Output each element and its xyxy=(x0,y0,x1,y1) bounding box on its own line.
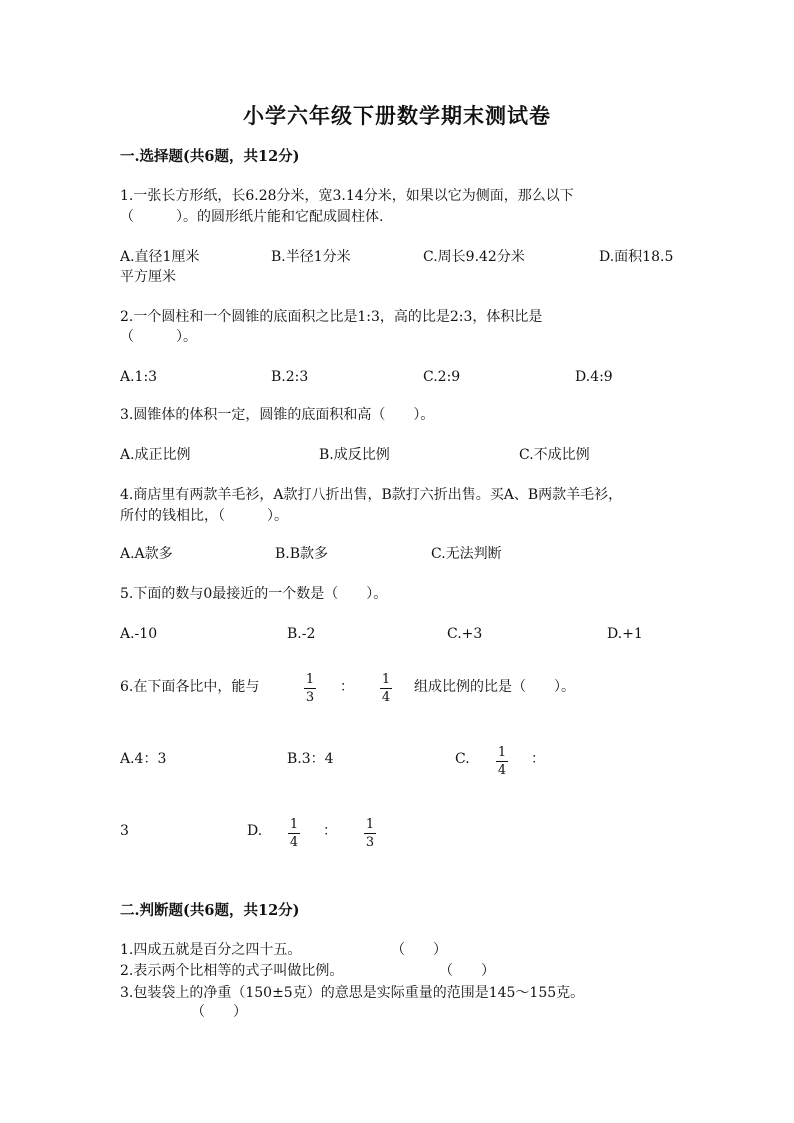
q6-ratio-colon: ： xyxy=(340,679,354,695)
q4-option-c: C.无法判断 xyxy=(431,546,502,562)
q6-option-d-fraction-left xyxy=(285,817,303,850)
judgement-2: 2.表示两个比相等的式子叫做比例。 xyxy=(120,963,344,979)
judgement-3: 3.包装袋上的净重（150±5克）的意思是实际重量的范围是145～155克。 xyxy=(120,985,585,1001)
q6-option-c-continued: 3 xyxy=(120,823,129,839)
q6-option-b: B.3：4 xyxy=(287,751,334,767)
q4-stem-line2: 所付的钱相比，（ ）。 xyxy=(120,508,288,524)
section-heading-judgement: 二.判断题(共6题，共12分) xyxy=(120,902,300,919)
fraction-bar xyxy=(304,688,316,689)
q6-fraction-one-quarter xyxy=(377,672,395,705)
q1-option-d-continued: 平方厘米 xyxy=(120,269,176,285)
judgement-2-answer-blank: （ ） xyxy=(439,963,495,979)
q6-fraction-one-third xyxy=(301,672,319,705)
q6-stem-suffix: 组成比例的比是（ ）。 xyxy=(414,679,575,695)
fraction-bar xyxy=(288,833,300,834)
q5-option-d: D.+1 xyxy=(607,626,643,642)
q6-option-c-colon: ： xyxy=(531,751,545,767)
q3-option-b: B.成反比例 xyxy=(319,447,390,463)
fraction-numerator: 1 xyxy=(305,672,315,687)
fraction-denominator: 4 xyxy=(497,763,507,778)
page-title: 小学六年级下册数学期末测试卷 xyxy=(243,103,551,128)
q4-stem-line1: 4.商店里有两款羊毛衫，A款打八折出售，B款打六折出售。买A、B两款羊毛衫， xyxy=(120,487,623,503)
fraction-bar xyxy=(364,833,376,834)
judgement-1: 1.四成五就是百分之四十五。 xyxy=(120,942,302,958)
fraction-denominator: 4 xyxy=(289,835,299,850)
q6-option-c-fraction xyxy=(493,745,511,778)
q4-option-b: B.B款多 xyxy=(275,546,329,562)
fraction-denominator: 3 xyxy=(305,690,315,705)
q2-option-b: B.2:3 xyxy=(271,369,309,385)
q5-option-b: B.-2 xyxy=(287,626,316,642)
fraction-denominator: 3 xyxy=(365,835,375,850)
fraction-numerator: 1 xyxy=(365,817,375,832)
q5-stem: 5.下面的数与0最接近的一个数是（ ）。 xyxy=(120,586,388,602)
fraction-numerator: 1 xyxy=(497,745,507,760)
q1-option-c: C.周长9.42分米 xyxy=(423,249,525,265)
q1-stem-line2: （ ）。的圆形纸片能和它配成圆柱体. xyxy=(120,209,384,225)
fraction-numerator: 1 xyxy=(289,817,299,832)
q2-option-c: C.2:9 xyxy=(423,369,461,385)
q3-option-a: A.成正比例 xyxy=(120,447,191,463)
q1-option-d: D.面积18.5 xyxy=(599,249,674,265)
q1-stem-line1: 1.一张长方形纸，长6.28分米，宽3.14分米，如果以它为侧面，那么以下 xyxy=(120,188,574,204)
q5-option-a: A.-10 xyxy=(120,626,158,642)
q6-option-c: C. xyxy=(455,751,470,767)
q6-option-d: D. xyxy=(247,823,263,839)
q4-option-a: A.A款多 xyxy=(120,546,173,562)
q3-stem: 3.圆锥体的体积一定，圆锥的底面积和高（ ）。 xyxy=(120,407,435,423)
q6-option-a: A.4：3 xyxy=(120,751,167,767)
q6-stem-prefix: 6.在下面各比中，能与 xyxy=(120,679,260,695)
fraction-denominator: 4 xyxy=(381,690,391,705)
q2-stem-line1: 2.一个圆柱和一个圆锥的底面积之比是1:3，高的比是2:3，体积比是 xyxy=(120,309,543,325)
judgement-1-answer-blank: （ ） xyxy=(391,942,447,958)
q2-option-d: D.4:9 xyxy=(575,369,613,385)
q1-option-a: A.直径1厘米 xyxy=(120,249,200,265)
q2-stem-line2: （ ）。 xyxy=(120,329,197,345)
q6-option-d-fraction-right xyxy=(361,817,379,850)
q2-option-a: A.1:3 xyxy=(120,369,158,385)
q6-option-d-colon: ： xyxy=(323,823,337,839)
judgement-3-answer-blank: （ ） xyxy=(191,1004,247,1020)
q1-option-b: B.半径1分米 xyxy=(271,249,351,265)
q3-option-c: C.不成比例 xyxy=(519,447,590,463)
fraction-bar xyxy=(496,761,508,762)
q5-option-c: C.+3 xyxy=(447,626,483,642)
fraction-bar xyxy=(380,688,392,689)
fraction-numerator: 1 xyxy=(381,672,391,687)
section-heading-choice: 一.选择题(共6题，共12分) xyxy=(120,148,300,165)
